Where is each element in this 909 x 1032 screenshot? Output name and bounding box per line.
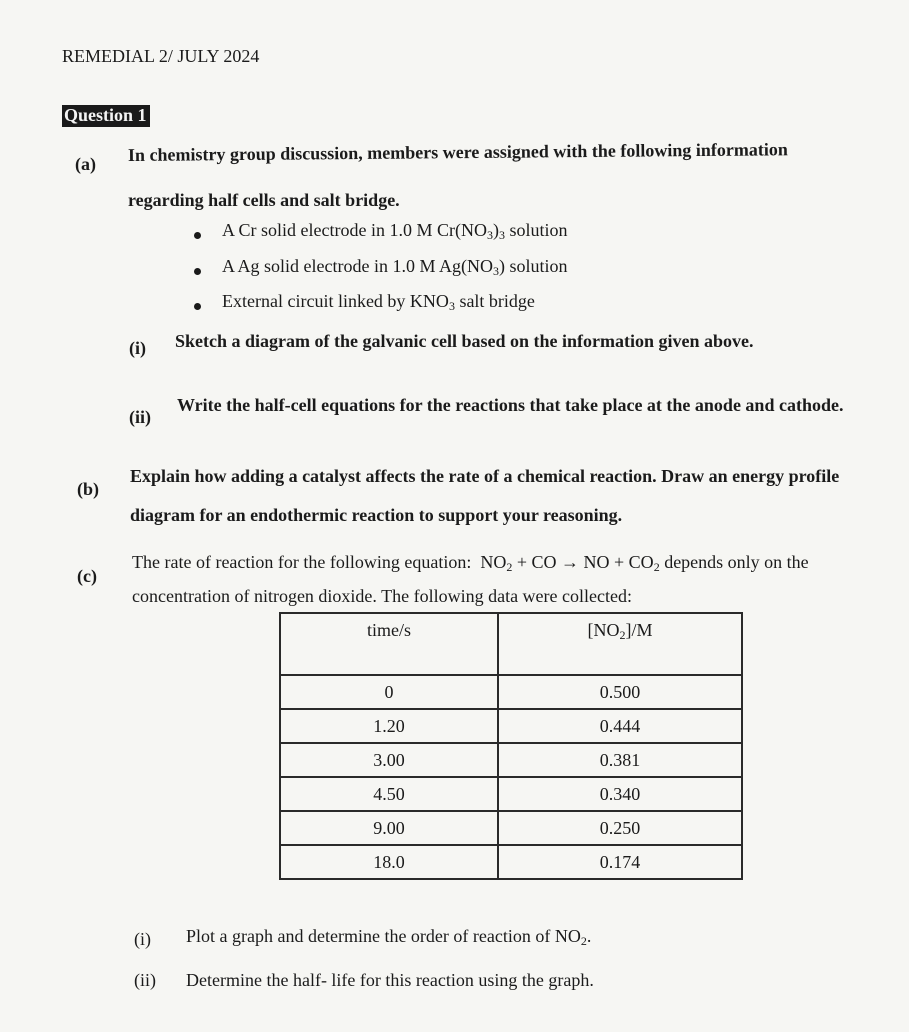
part-c-ii-text: Determine the half- life for this reaction using the graph.	[186, 970, 594, 990]
part-a-i-text: Sketch a diagram of the galvanic cell based on the information given above.	[175, 331, 754, 351]
cell-conc: 0.381	[498, 743, 742, 777]
table-row	[280, 709, 742, 743]
cell-time: 4.50	[280, 777, 498, 811]
cell-time: 18.0	[280, 845, 498, 879]
header-concentration: $[NO_2]/M$	[498, 613, 742, 675]
bullet-ag-electrode: A Ag solid electrode in 1.0 M $Ag(NO_3)$ solution	[222, 256, 568, 278]
table-row	[280, 777, 742, 811]
bullet-salt-bridge: External circuit linked by $KNO_3$ salt bridge	[222, 291, 535, 313]
cell-time: 9.00	[280, 811, 498, 845]
cell-conc: 0.340	[498, 777, 742, 811]
part-b-line1: Explain how adding a catalyst affects the rate of a chemical reaction. Draw an energy profile	[130, 466, 840, 486]
table-header-row	[280, 613, 742, 675]
bullet-dot-icon	[194, 232, 201, 239]
reaction-arrow-icon: →	[561, 552, 580, 572]
table-row	[280, 845, 742, 879]
cell-conc: 0.500	[498, 675, 742, 709]
concentration-time-table	[279, 612, 743, 880]
part-c-i-text: Plot a graph and determine the order of reaction of $NO_2$.	[186, 926, 592, 948]
part-c-i-label: (i)	[134, 929, 151, 949]
table-row	[280, 743, 742, 777]
cell-time: 0	[280, 675, 498, 709]
part-c-equation-line: The rate of reaction for the following equation: $NO_2$ + CO → NO + $CO_2$ depends only on the	[132, 552, 809, 574]
part-a-ii-text: Write the half-cell equations for the reactions that take place at the anode and cathode.	[177, 395, 844, 415]
cell-conc: 0.250	[498, 811, 742, 845]
bullet-cr-electrode: A Cr solid electrode in 1.0 M $Cr(NO_3)_3$ solution	[222, 220, 568, 242]
part-b-line2: diagram for an endothermic reaction to support your reasoning.	[130, 505, 623, 525]
table-row	[280, 675, 742, 709]
part-c-label: (c)	[77, 566, 97, 586]
bullet-dot-icon	[194, 268, 201, 275]
cell-conc: 0.444	[498, 709, 742, 743]
question-title: Question 1	[62, 105, 150, 127]
bullet-dot-icon	[194, 303, 201, 310]
part-c-line2: concentration of nitrogen dioxide. The following data were collected:	[132, 586, 632, 606]
exam-header: REMEDIAL 2/ JULY 2024	[62, 46, 260, 66]
header-time: time/s	[280, 613, 498, 675]
part-a-i-label: (i)	[129, 338, 146, 358]
part-a-intro-line1: In chemistry group discussion, members were assigned with the following information	[127, 139, 788, 165]
cell-time: 1.20	[280, 709, 498, 743]
part-a-ii-label: (ii)	[129, 407, 151, 427]
part-b-label: (b)	[77, 479, 99, 499]
part-a-label: (a)	[75, 154, 96, 174]
part-a-intro-line2: regarding half cells and salt bridge.	[128, 190, 400, 210]
cell-time: 3.00	[280, 743, 498, 777]
cell-conc: 0.174	[498, 845, 742, 879]
table-row	[280, 811, 742, 845]
part-c-ii-label: (ii)	[134, 970, 156, 990]
